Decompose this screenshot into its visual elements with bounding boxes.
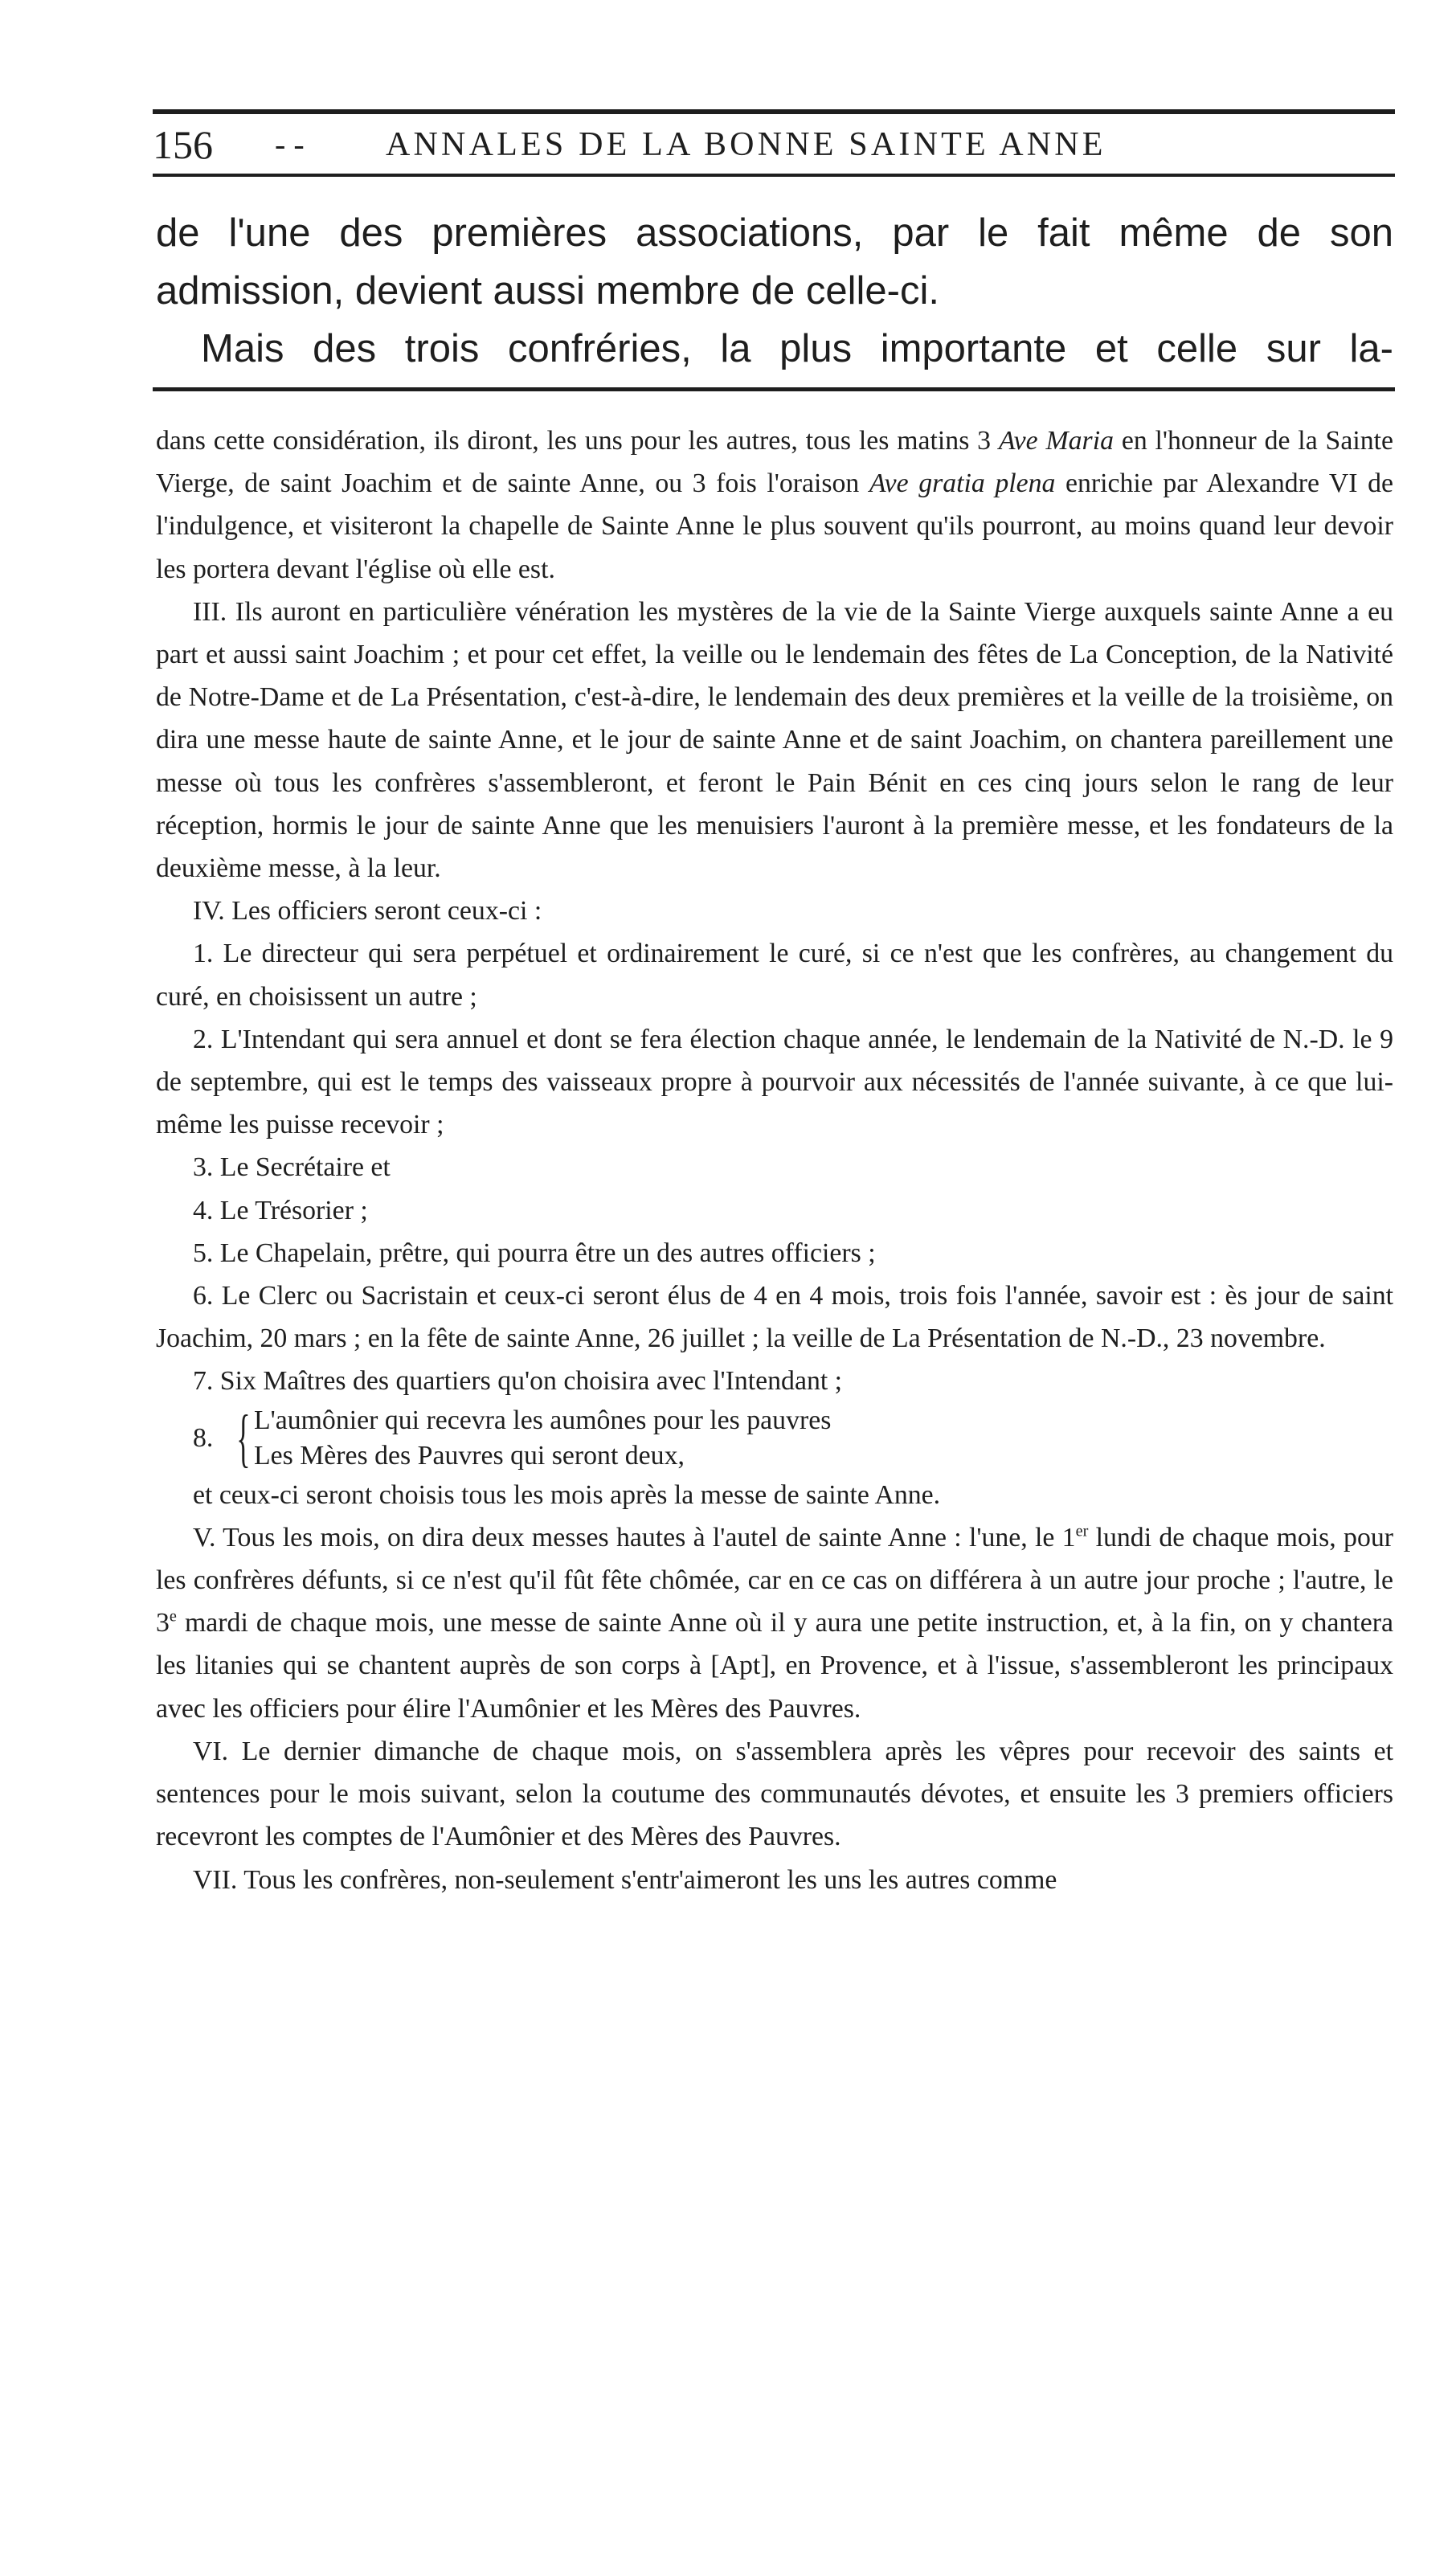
footnote-separator (153, 387, 1395, 391)
running-title: ANNALES DE LA BONNE SAINTE ANNE (386, 126, 1106, 163)
main-line-1: de l'une des premières associations, par le fait même de son (156, 211, 1393, 255)
main-line-3: Mais des trois confréries, la plus importante et celle sur la- (201, 327, 1393, 370)
officer-8 (193, 1403, 1393, 1474)
brace-glyph: { (236, 1402, 251, 1474)
running-header (153, 119, 1395, 170)
article-iii: III. Ils auront en particulière vénération les mystères de la vie de la Sainte Vierge auxquels sainte Anne a eu part et aussi saint Joachim ; et pour cet effet, la veille ou le lendemain des fêtes de La Conception, de la Nativité de Notre-Dame et de La Présentation, c'est-à-dire, le lendemain des deux premières et la veille de la troisième, on dira une messe haute de sainte Anne, et le jour de sainte Anne et de saint Joachim, on chantera pareillement une messe où tous les confrères s'assembleront, et feront le Pain Bénit en ces cinq jours selon le rang de leur réception, hormis le jour de sainte Anne que les menuisiers l'auront à la première messe, et les fondateurs de la deuxième messe, à la leur. (156, 596, 1393, 884)
article-v: V. Tous les mois, on dira deux messes hautes à l'autel de sainte Anne : l'une, le 1er lundi de chaque mois, pour les confrères défunts, si ce n'est qu'il fût fête chômée, car en ce cas on différera à un autre jour proche ; l'autre, le 3e mardi de chaque mois, une messe de sainte Anne où il y aura une petite instruction, et, à la fin, on y chantera les litanies qui se chantent auprès de son corps à [Apt], en Provence, et à l'issue, s'assembleront les principaux avec les officiers pour élire l'Aumônier et les Mères des Pauvres. (156, 1522, 1393, 1724)
officer-4: 4. Le Trésorier ; (193, 1195, 368, 1225)
officer-8-lines (254, 1403, 831, 1474)
article-vii: VII. Tous les confrères, non-seulement s'entr'aimeront les uns les autres comme (193, 1864, 1057, 1895)
officer-2: 2. L'Intendant qui sera annuel et dont se fera élection chaque année, le lendemain de la Nativité de N.-D. le 9 de septembre, qui est le temps des vaisseaux propre à pourvoir aux nécessités de l'année suivante, à ce que lui-même les puisse recevoir ; (156, 1024, 1393, 1140)
officer-5: 5. Le Chapelain, prêtre, qui pourra être un des autres officiers ; (193, 1238, 876, 1268)
italic-phrase: Ave gratia plena (869, 468, 1056, 499)
officers-note: et ceux-ci seront choisis tous les mois après la messe de sainte Anne. (193, 1479, 941, 1510)
footnote (156, 419, 1393, 1901)
footnote-paragraph: dans cette considération, ils diront, les uns pour les autres, tous les matins 3 Ave Maria en l'honneur de la Sainte Vierge, de saint Joachim et de sainte Anne, ou 3 fois l'oraison Ave gratia plena enrichie par Alexandre VI de l'indulgence, et visiteront la chapelle de Sainte Anne le plus souvent qu'ils pourront, au moins quand leur devoir les portera devant l'église où elle est. (156, 426, 1393, 584)
article-iv: IV. Les officiers seront ceux-ci : (193, 896, 542, 927)
officer-8-number: 8. (193, 1423, 214, 1454)
header-bottom-rule (153, 174, 1395, 177)
header-dash: - - (275, 126, 305, 162)
header-top-rule (153, 109, 1395, 114)
officer-6: 6. Le Clerc ou Sacristain et ceux-ci seront élus de 4 en 4 mois, trois fois l'année, savoir est : ès jour de saint Joachim, 20 mars ; en la fête de sainte Anne, 26 juillet ; la veille de La Présentation de N.-D., 23 novembre. (156, 1281, 1393, 1354)
officer-1: 1. Le directeur qui sera perpétuel et ordinairement le curé, si ce n'est que les confrères, au changement du curé, en choisissent un autre ; (156, 939, 1393, 1012)
officer-7: 7. Six Maîtres des quartiers qu'on choisira avec l'Intendant ; (193, 1366, 843, 1397)
page-number: 156 (153, 122, 213, 167)
officer-8-line-b: Les Mères des Pauvres qui seront deux, (254, 1440, 685, 1471)
main-line-2: admission, devient aussi membre de celle-ci. (156, 269, 939, 313)
article-vi: VI. Le dernier dimanche de chaque mois, on s'assemblera après les vêpres pour recevoir des saints et sentences pour le mois suivant, selon la coutume des communautés dévotes, et ensuite les 3 premiers officiers recevront les comptes de l'Aumônier et des Mères des Pauvres. (156, 1736, 1393, 1852)
officer-3: 3. Le Secrétaire et (193, 1152, 391, 1183)
officer-8-line-a: L'aumônier qui recevra les aumônes pour les pauvres (254, 1405, 832, 1435)
italic-phrase: Ave Maria (998, 426, 1114, 456)
main-text (156, 204, 1393, 378)
